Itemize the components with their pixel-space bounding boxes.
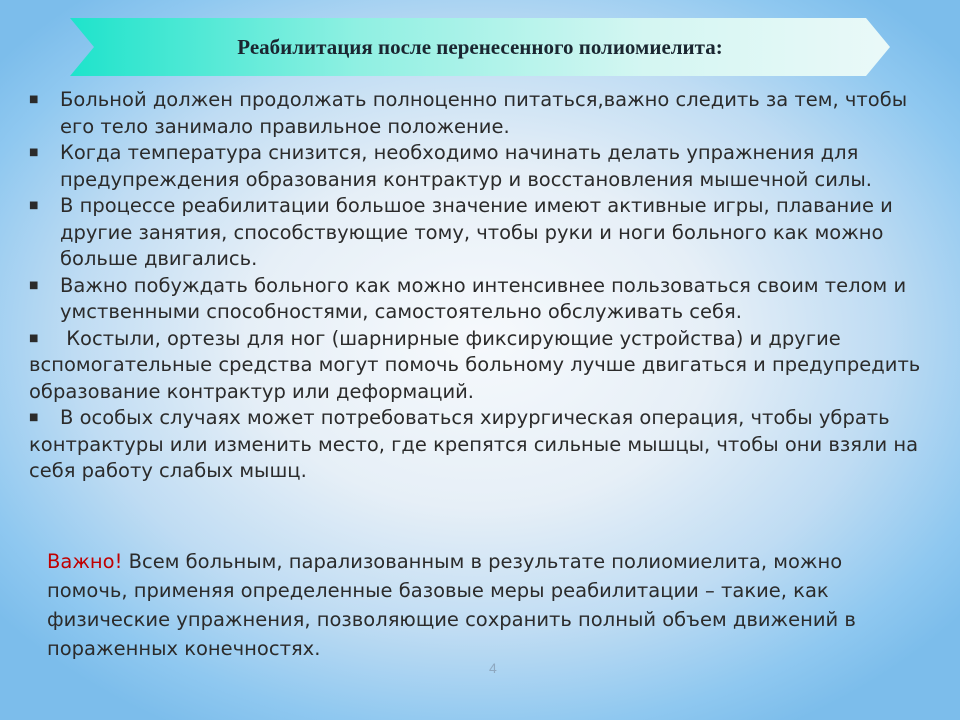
- square-bullet-icon: ■: [29, 94, 39, 105]
- bullet-item-6: [29, 405, 934, 485]
- bullet-list: [29, 87, 934, 485]
- important-text: Всем больным, парализованным в результате полиомиелита, можно помочь, применяя определенные базовые меры реабилитации – такие, как физические упражнения, позволяющие сохранить полный объем движений в пораженных конечностях.: [47, 550, 856, 660]
- bullet-text: Важно побуждать больного как можно интенсивнее пользоваться своим телом и умственными способностями, самостоятельно обслуживать себя.: [60, 273, 907, 323]
- bullet-text: Костыли, ортезы для ног (шарнирные фиксирующие устройства) и другие вспомогательные средства могут помочь больному лучше двигаться и предупредить образование контрактур или деформаций.: [29, 326, 921, 403]
- bullet-text: Больной должен продолжать полноценно питаться,важно следить за тем, чтобы его тело занимало правильное положение.: [60, 88, 908, 138]
- title-banner: [70, 18, 890, 76]
- square-bullet-icon: ■: [29, 147, 39, 158]
- square-bullet-icon: ■: [29, 332, 39, 344]
- bullet-item-3: [29, 193, 934, 273]
- page-number: 4: [489, 660, 497, 676]
- bullet-item-2: [29, 140, 934, 193]
- bullet-text: Когда температура снизится, необходимо начинать делать упражнения для предупреждения образования контрактур и восстановления мышечной силы.: [60, 141, 872, 191]
- bullet-item-5: [29, 326, 934, 406]
- bullet-text: В процессе реабилитации большое значение имеют активные игры, плавание и другие занятия, способствующие тому, чтобы руки и ноги больного как можно больше двигались.: [60, 194, 893, 270]
- bullet-item-1: [29, 87, 934, 140]
- square-bullet-icon: ■: [29, 279, 39, 291]
- bullet-item-4: [29, 273, 934, 326]
- square-bullet-icon: ■: [29, 200, 39, 211]
- square-bullet-icon: ■: [29, 412, 39, 423]
- important-note: [47, 547, 927, 663]
- important-label: Важно!: [47, 550, 123, 573]
- bullet-text: В особых случаях может потребоваться хирургическая операция, чтобы убрать контрактуры или изменить место, где крепятся сильные мышцы, чтобы они взяли на себя работу слабых мышц.: [29, 406, 919, 482]
- page-title: Реабилитация после перенесенного полиомиелита:: [237, 34, 723, 59]
